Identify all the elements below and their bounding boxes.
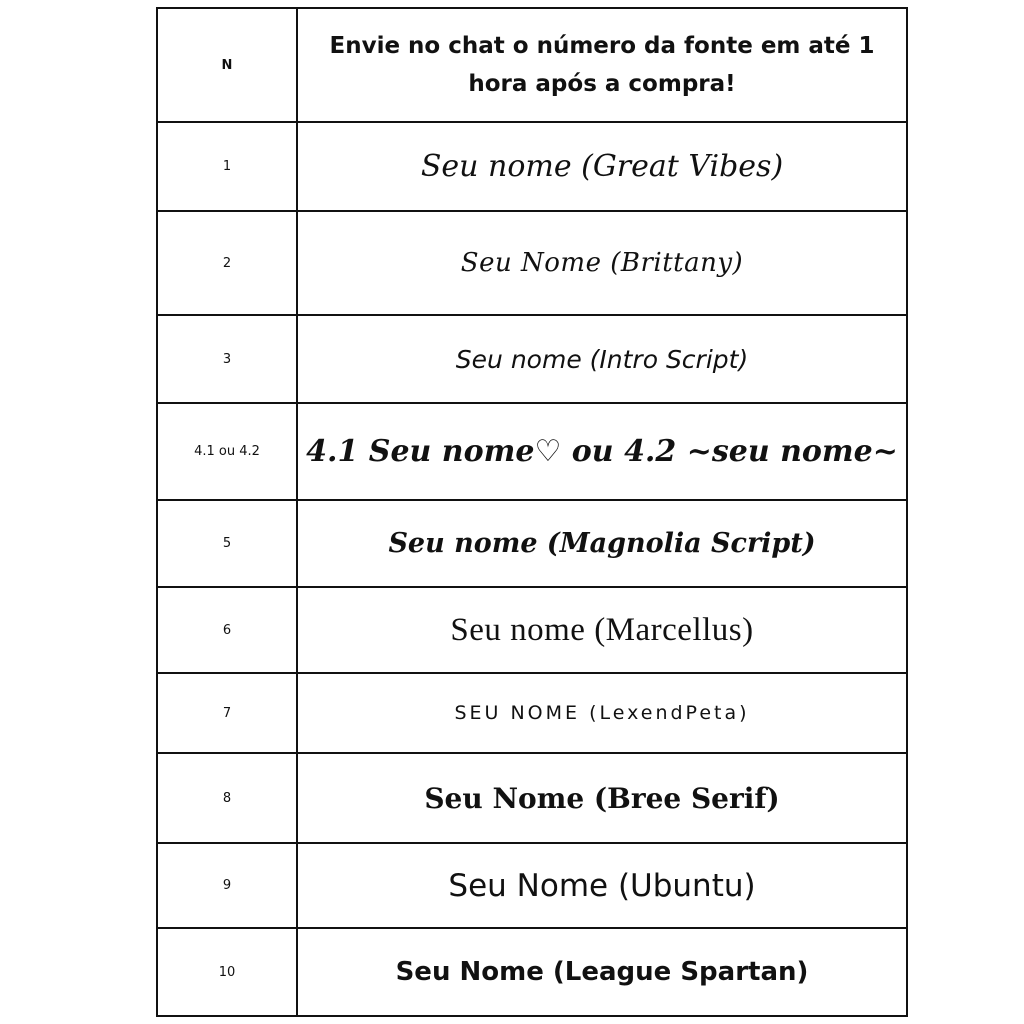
font-number: 1 bbox=[157, 122, 297, 211]
table-header-row bbox=[157, 8, 907, 122]
font-number: 2 bbox=[157, 211, 297, 315]
font-number: 6 bbox=[157, 587, 297, 673]
table-row bbox=[157, 122, 907, 211]
table-row bbox=[157, 928, 907, 1016]
font-number: 7 bbox=[157, 673, 297, 753]
font-sample: Seu nome (Intro Script) bbox=[297, 315, 907, 403]
font-sample: Seu nome (Great Vibes) bbox=[297, 122, 907, 211]
heart-icon: ♡ bbox=[534, 434, 562, 469]
instruction-header: Envie no chat o número da fonte em até 1 hora após a compra! bbox=[297, 8, 907, 122]
font-sample-variant-4-2: ou 4.2 ~seu nome~ bbox=[571, 434, 898, 469]
table-row bbox=[157, 587, 907, 673]
font-sample: Seu nome (Magnolia Script) bbox=[297, 500, 907, 587]
font-number: 9 bbox=[157, 843, 297, 928]
font-sample-variant-4-1: 4.1 Seu nome bbox=[306, 434, 535, 469]
font-sample: Seu Nome (Brittany) bbox=[297, 211, 907, 315]
font-number: 8 bbox=[157, 753, 297, 843]
font-sample: Seu Nome (Bree Serif) bbox=[297, 753, 907, 843]
font-number: 5 bbox=[157, 500, 297, 587]
font-number: 4.1 ou 4.2 bbox=[157, 403, 297, 500]
font-options-table bbox=[156, 7, 908, 1017]
number-column-header: N bbox=[157, 8, 297, 122]
table-row bbox=[157, 673, 907, 753]
font-sample: Seu Nome (Ubuntu) bbox=[297, 843, 907, 928]
font-sample bbox=[297, 403, 907, 500]
font-number: 10 bbox=[157, 928, 297, 1016]
font-number: 3 bbox=[157, 315, 297, 403]
table-row bbox=[157, 753, 907, 843]
table-row bbox=[157, 403, 907, 500]
table-row bbox=[157, 211, 907, 315]
font-sample: SEU NOME (LexendPeta) bbox=[297, 673, 907, 753]
table-row bbox=[157, 315, 907, 403]
table-row bbox=[157, 500, 907, 587]
font-sample: Seu Nome (League Spartan) bbox=[297, 928, 907, 1016]
font-sample: Seu nome (Marcellus) bbox=[297, 587, 907, 673]
table-row bbox=[157, 843, 907, 928]
